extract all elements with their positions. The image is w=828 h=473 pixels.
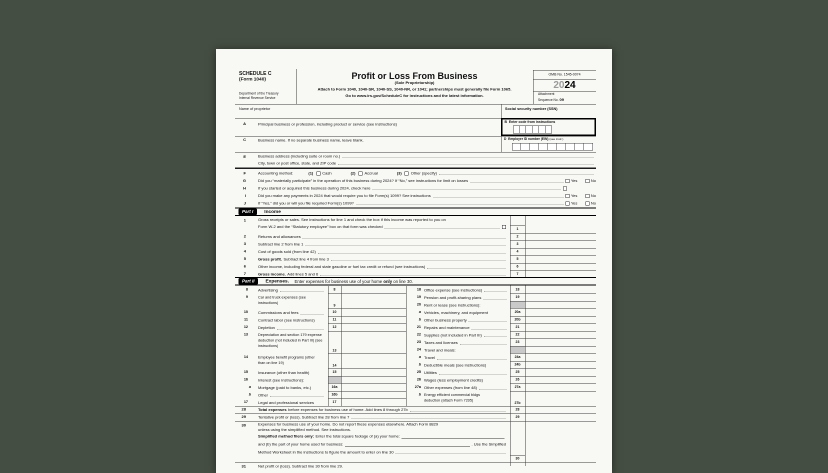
tax-year-suffix: 24 <box>564 79 576 91</box>
line-13-number: 13 <box>243 332 248 337</box>
line-1-amount[interactable] <box>525 217 596 233</box>
line-e-city-label: City, town or post office, state, and ZIP code <box>258 161 337 166</box>
line-30-amount[interactable] <box>525 421 596 462</box>
line-e-letter: E <box>243 154 246 159</box>
line-28-box-number: 28 <box>515 408 520 412</box>
line-31-number: 31 <box>241 464 246 469</box>
line-9-number: 9 <box>245 294 248 299</box>
line-19-label: Pension and profit-sharing plans <box>424 295 482 300</box>
irs-line: Internal Revenue Service <box>239 96 276 100</box>
line-5-label-bold: Gross profit. <box>258 257 283 262</box>
line-16-number: 16 <box>243 377 248 382</box>
line-28-label-bold: Total expenses <box>258 407 287 412</box>
omb-number: OMB No. 1545-0074 <box>548 73 581 77</box>
line-g-no-label: No <box>590 178 596 183</box>
line-11-box-number: 11 <box>332 318 337 322</box>
line-26-box-number: 26 <box>515 378 520 382</box>
box-b-label <box>505 121 556 125</box>
line-30-leader <box>396 450 506 454</box>
line-10-label: Commissions and fees <box>258 310 299 315</box>
line-6-box-number: 6 <box>516 265 519 269</box>
line-5-label: Subtract line 4 from line 3 <box>283 257 329 262</box>
part-ii-subtitle-pre: Enter expenses for business use of your home <box>294 278 383 284</box>
line-30-text-2: unless using the simplified method. See instructions. <box>258 427 351 432</box>
form-title: Profit or Loss From Business <box>351 71 478 81</box>
line-16a-letter: a <box>248 384 251 389</box>
proprietor-name-field[interactable] <box>235 104 501 118</box>
payments-1099-yes-checkbox[interactable] <box>565 194 569 198</box>
schedule-label: SCHEDULE C <box>239 71 272 77</box>
line-3-number: 3 <box>243 241 246 246</box>
line-25-amount[interactable] <box>525 369 596 377</box>
line-12-amount[interactable] <box>341 324 406 332</box>
line-2-number: 2 <box>243 234 246 239</box>
line-21-leader <box>472 325 507 329</box>
line-g-label: Did you “materially participate” in the operation of this business during 2024? If “No,” see instructions for limit on losses <box>258 178 469 183</box>
line-b-text: Enter code from instructions <box>508 120 556 124</box>
attachment-label: Attachment <box>538 92 555 96</box>
line-24-number: 24 <box>416 347 421 352</box>
line-c-label: Business name. If no separate business name, leave blank. <box>258 138 364 143</box>
line-8-label: Advertising <box>258 287 278 293</box>
sequence-number: 09 <box>559 97 564 102</box>
line-17-amount[interactable] <box>341 399 406 407</box>
line-23-amount[interactable] <box>525 339 596 347</box>
name-of-proprietor-label: Name of proprietor <box>239 106 271 111</box>
line-16a-label: Mortgage (paid to banks, etc.) <box>258 385 312 390</box>
line-4-label: Cost of goods sold (from line 42) <box>258 249 316 254</box>
home-square-footage-field[interactable] <box>401 434 504 439</box>
method-1-number: (1) <box>308 171 314 176</box>
line-g-leader <box>470 179 563 183</box>
line-6-leader <box>427 265 506 269</box>
business-square-footage-field[interactable] <box>345 442 470 447</box>
line-15-number: 15 <box>243 369 248 374</box>
tax-year-prefix: 20 <box>553 79 565 91</box>
line-29-box-number: 29 <box>515 415 520 419</box>
line-30-text-5: Method Worksheet in the instructions to figure the amount to enter on line 30 <box>258 450 394 455</box>
line-8-amount[interactable] <box>341 286 406 294</box>
line-4-number: 4 <box>243 249 246 254</box>
line-2-label: Returns and allowances <box>258 234 301 239</box>
materially-participate-no-checkbox[interactable] <box>585 179 589 183</box>
line-24a-label: Travel <box>424 355 435 360</box>
line-21-box-number: 21 <box>515 325 520 329</box>
line-f-letter: F <box>243 171 246 176</box>
line-27a-leader <box>479 385 507 389</box>
line-29-amount[interactable] <box>525 414 596 422</box>
line-13-amount[interactable] <box>341 331 406 354</box>
line-12-number: 12 <box>243 324 248 329</box>
line-17-box-number: 17 <box>332 400 337 404</box>
line-20b-letter: b <box>418 317 421 322</box>
payments-1099-no-checkbox[interactable] <box>585 194 589 198</box>
line-d-text: Employer ID number (EIN) <box>508 137 549 141</box>
line-27a-amount[interactable] <box>525 384 596 392</box>
line-22-number: 22 <box>416 332 421 337</box>
line-13-label: Depreciation and section 179 expense deduction (not included in Part III) (see instructions) <box>258 332 323 348</box>
line-20b-label: Other business property <box>424 317 467 323</box>
line-14-label: Employee benefit programs (other than on line 19) <box>258 355 315 365</box>
cash-checkbox[interactable] <box>316 171 320 175</box>
part-i-title: Income <box>264 209 281 215</box>
line-28-label: before expenses for business use of home. Add lines 8 through 27b <box>288 407 408 412</box>
line-16b-label: Other <box>258 392 269 398</box>
accrual-label: Accrual <box>364 171 378 176</box>
line-6-label: Other income, including federal and state gasoline or fuel tax credit or refund (see instructions) <box>258 264 426 269</box>
line-24a-box-number: 24a <box>514 355 521 359</box>
line-20b-leader <box>469 318 507 322</box>
line-25-label: Utilities <box>424 370 437 375</box>
line-1-leader <box>385 225 500 229</box>
file-1099-yes-checkbox[interactable] <box>565 201 569 205</box>
schedule-c-form-page <box>216 49 612 473</box>
line-12-box-number: 12 <box>332 325 337 329</box>
line-21-number: 21 <box>416 324 421 329</box>
line-1-box-number: 1 <box>516 227 519 231</box>
line-20a-amount[interactable] <box>525 309 596 317</box>
line-b-letter: B <box>504 120 507 124</box>
line-15-label: Insurance (other than health) <box>258 370 310 375</box>
line-23-label: Taxes and licenses <box>424 340 458 345</box>
line-h-letter: H <box>243 186 246 191</box>
line-23-box-number: 23 <box>515 340 520 344</box>
line-30-simplified-bold: Simplified method filers only: <box>258 434 315 439</box>
line-20a-letter: a <box>418 309 421 314</box>
line-19-box-number: 19 <box>515 295 520 299</box>
sequence-label <box>538 98 564 103</box>
line-16a-box-number: 16a <box>331 385 338 389</box>
line-14-amount[interactable] <box>341 354 406 369</box>
line-1-label-b: Form W-2 and the “Statutory employee” box on that form was checked <box>258 224 383 229</box>
city-state-zip-field[interactable] <box>338 161 594 165</box>
line-1-label-a: Gross receipts or sales. See instructions for line 1 and check the box if this income was reported to you on <box>258 217 446 222</box>
started-business-checkbox[interactable] <box>563 186 567 190</box>
line-24a-leader <box>437 355 507 359</box>
line-24b-amount[interactable] <box>525 361 596 369</box>
line-c-letter: C <box>243 137 246 142</box>
part-i-header <box>235 208 596 217</box>
line-7-box-number: 7 <box>516 272 519 276</box>
line-24-label: Travel and meals: <box>424 347 456 353</box>
treasury-line: Department of the Treasury <box>239 92 279 96</box>
part-ii-subtitle <box>295 279 413 284</box>
line-18-amount[interactable] <box>525 286 596 294</box>
line-10-amount[interactable] <box>341 309 406 317</box>
line-3-box-number: 3 <box>516 242 519 246</box>
line-22-amount[interactable] <box>525 331 596 339</box>
line-i-label: Did you make any payments in 2024 that would require you to file Form(s) 1099? See instructions <box>258 193 431 198</box>
part-ii-subtitle-post: on line 30. <box>393 278 413 284</box>
line-3-leader <box>305 242 506 246</box>
line-5-leader <box>331 257 506 261</box>
line-24a-letter: a <box>418 354 421 359</box>
line-d-note: (see instr.) <box>549 138 564 141</box>
part-i-badge: Part I <box>239 209 257 216</box>
business-code-boxes[interactable] <box>513 126 552 134</box>
line-21-amount[interactable] <box>525 324 596 332</box>
line-22-box-number: 22 <box>515 333 520 337</box>
accrual-checkbox[interactable] <box>358 171 362 175</box>
part-ii-subtitle-only: only <box>383 278 393 284</box>
line-4-leader <box>318 250 506 254</box>
line-16b-letter: b <box>248 392 251 397</box>
line-21-label: Repairs and maintenance <box>424 325 470 330</box>
line-d-letter: D <box>504 137 507 141</box>
line-25-leader <box>439 370 507 374</box>
statutory-employee-checkbox[interactable] <box>502 225 506 229</box>
method-3-number: (3) <box>396 171 402 176</box>
line-24b-label: Deductible meals (see instructions) <box>424 362 487 368</box>
line-g-yes-label: Yes <box>570 178 578 183</box>
line-8-box-number: 8 <box>333 288 336 292</box>
line-19-amount[interactable] <box>525 294 596 302</box>
line-e-label: Business address (including suite or room no.) <box>258 154 341 159</box>
line-17-label: Legal and professional services <box>258 400 315 405</box>
line-4-amount[interactable] <box>525 248 596 256</box>
line-23-number: 23 <box>416 339 421 344</box>
ssn-field[interactable] <box>501 111 596 118</box>
line-8-leader <box>280 288 324 292</box>
line-23-leader <box>460 340 507 344</box>
line-18-box-number: 18 <box>515 288 520 292</box>
line-20b-amount[interactable] <box>525 316 596 324</box>
line-15-box-number: 15 <box>332 370 337 374</box>
attach-instruction: Attach to Form 1040, 1040-SR, 1040-SS, 1040-NR, or 1041; partnerships must generally file Form 1065. <box>317 87 512 92</box>
line-5-number: 5 <box>243 256 246 261</box>
part-ii-header <box>235 277 596 286</box>
line-j-leader <box>356 201 563 205</box>
line-16b-leader <box>270 393 324 397</box>
form-number: (Form 1040) <box>239 76 266 82</box>
line-9-box-number: 9 <box>333 304 336 308</box>
line-16b-amount[interactable] <box>341 391 406 399</box>
line-i-yes-label: Yes <box>570 193 578 198</box>
line-i-letter: I <box>244 193 246 198</box>
line-28-leader <box>410 408 506 412</box>
line-15-amount[interactable] <box>341 369 406 377</box>
line-3-label: Subtract line 2 from line 1 <box>258 242 304 247</box>
line-27b-label: Energy efficient commercial bldgs deduction (attach Form 7205) <box>424 392 480 403</box>
line-12-leader <box>277 325 324 329</box>
line-30-number: 30 <box>241 423 246 428</box>
line-5-box-number: 5 <box>516 257 519 261</box>
line-29-label: Tentative profit or (loss). Subtract line 28 from line 7 <box>258 415 350 420</box>
line-27b-amount[interactable] <box>525 391 596 406</box>
line-16b-box-number: 16b <box>331 393 338 397</box>
line-27a-label: Other expenses (from line 48) <box>424 385 477 390</box>
materially-participate-yes-checkbox[interactable] <box>565 179 569 183</box>
line-2-leader <box>303 235 506 239</box>
line-27a-number: 27a <box>414 384 421 389</box>
file-1099-no-checkbox[interactable] <box>585 201 589 205</box>
line-28-number: 28 <box>241 407 246 412</box>
line-26-amount[interactable] <box>525 376 596 384</box>
line-25-number: 25 <box>416 369 421 374</box>
line-2-amount[interactable] <box>525 233 596 241</box>
sequence-text: Sequence No. <box>538 98 559 102</box>
line-h-leader <box>373 186 561 190</box>
line-9-amount[interactable] <box>341 294 406 309</box>
line-30-text-1: Expenses for business use of your home. Do not report these expenses elsewhere. Attach Form 8829 <box>258 422 439 427</box>
line-a-letter: A <box>243 121 246 126</box>
line-i-leader <box>433 194 564 198</box>
line-i-no-label: No <box>590 193 596 198</box>
line-27b-letter: b <box>418 392 421 397</box>
line-14-box-number: 14 <box>332 364 337 368</box>
line-20-label: Rent or lease (see instructions): <box>424 302 481 308</box>
line-7-leader <box>320 272 506 276</box>
tax-year <box>533 80 596 90</box>
ein-boxes[interactable] <box>512 143 593 151</box>
ssn-label: Social security number (SSN) <box>505 106 558 111</box>
line-25-box-number: 25 <box>515 370 520 374</box>
line-j-label: If “Yes,” did you or will you file required Form(s) 1099? <box>258 201 354 206</box>
line-g-letter: G <box>242 178 246 183</box>
line-16a-amount[interactable] <box>341 384 406 392</box>
line-7-label-bold: Gross income. <box>258 272 286 277</box>
box-d-label <box>504 138 563 142</box>
line-14-number: 14 <box>243 354 248 359</box>
line-6-number: 6 <box>243 264 246 269</box>
line-30-text-4-suffix: . Use the Simplified <box>471 442 506 447</box>
line-11-label: Contract labor (see instructions) <box>258 317 315 323</box>
line-11-amount[interactable] <box>341 316 406 324</box>
line-18-number: 18 <box>416 287 421 292</box>
line-31-label: Net profit or (loss). Subtract line 30 from line 29. <box>258 464 343 469</box>
goto-instruction: Go to www.irs.gov/ScheduleC for instructions and the latest information. <box>345 93 484 98</box>
line-24b-box-number: 24b <box>514 363 521 367</box>
line-3-amount[interactable] <box>525 241 596 249</box>
cash-label: Cash <box>322 171 332 176</box>
line-20a-label: Vehicles, machinery, and equipment <box>424 310 488 315</box>
line-27b-box-number: 27b <box>514 401 521 405</box>
line-6-amount[interactable] <box>525 263 596 271</box>
line-2-box-number: 2 <box>516 235 519 239</box>
line-10-box-number: 10 <box>332 310 337 314</box>
business-address-field[interactable] <box>342 154 594 158</box>
line-20b-box-number: 20b <box>514 318 521 322</box>
accounting-method-label: Accounting method: <box>258 171 294 176</box>
line-10-number: 10 <box>243 309 248 314</box>
part-ii-badge: Part II <box>239 278 259 285</box>
line-1-number: 1 <box>243 218 246 223</box>
line-j-no-label: No <box>590 201 596 206</box>
line-30-box-number: 30 <box>515 456 520 461</box>
line-11-number: 11 <box>244 317 248 322</box>
line-h-label: If you started or acquired this business during 2024, check here <box>258 186 371 191</box>
line-29-number: 29 <box>241 414 246 419</box>
line-28-amount[interactable] <box>525 406 596 414</box>
line-17-number: 17 <box>243 399 248 404</box>
line-12-label: Depletion <box>258 325 275 330</box>
line-7-label: Add lines 5 and 6 <box>287 272 319 277</box>
line-20a-box-number: 20a <box>514 310 521 314</box>
line-29-leader <box>351 415 506 419</box>
line-24b-letter: b <box>418 362 421 367</box>
form-subtitle: (Sole Proprietorship) <box>394 80 435 85</box>
line-27a-box-number: 27a <box>514 385 521 389</box>
line-13-box-number: 13 <box>332 349 337 353</box>
line-30-text-3: Enter the total square footage of (a) your home: <box>315 434 400 439</box>
line-19-leader <box>483 295 507 299</box>
line-j-yes-label: Yes <box>570 201 578 206</box>
line-26-number: 26 <box>416 377 421 382</box>
business-code-cell[interactable] <box>501 118 596 136</box>
other-method-checkbox[interactable] <box>405 171 409 175</box>
line-j-letter: J <box>243 201 246 206</box>
line-8-number: 8 <box>245 287 248 292</box>
line-22-leader <box>484 333 507 337</box>
line-16-label: Interest (see instructions): <box>258 377 305 383</box>
line-9-label: Car and truck expenses (see instructions) <box>258 295 306 305</box>
line-a-label: Principal business or profession, including product or service (see instructions) <box>258 122 397 127</box>
line-20-number: 20 <box>416 302 421 307</box>
line-10-leader <box>300 310 324 314</box>
line-18-label: Office expense (see instructions) <box>424 287 483 293</box>
part-ii-title: Expenses. <box>265 278 290 284</box>
line-19-number: 19 <box>416 294 421 299</box>
other-method-label: Other (specify) <box>410 171 437 176</box>
method-2-number: (2) <box>350 171 356 176</box>
line-22-label: Supplies (not included in Part III) <box>424 332 482 338</box>
line-7-number: 7 <box>243 271 246 276</box>
line-4-box-number: 4 <box>516 250 519 254</box>
line-30-text-4: and (b) the part of your home used for business: <box>258 442 344 447</box>
line-24a-amount[interactable] <box>525 354 596 362</box>
line-26-label: Wages (less employment credits) <box>424 377 483 383</box>
other-method-specify-field[interactable] <box>439 171 594 175</box>
line-5-amount[interactable] <box>525 256 596 264</box>
line-18-leader <box>484 288 507 292</box>
